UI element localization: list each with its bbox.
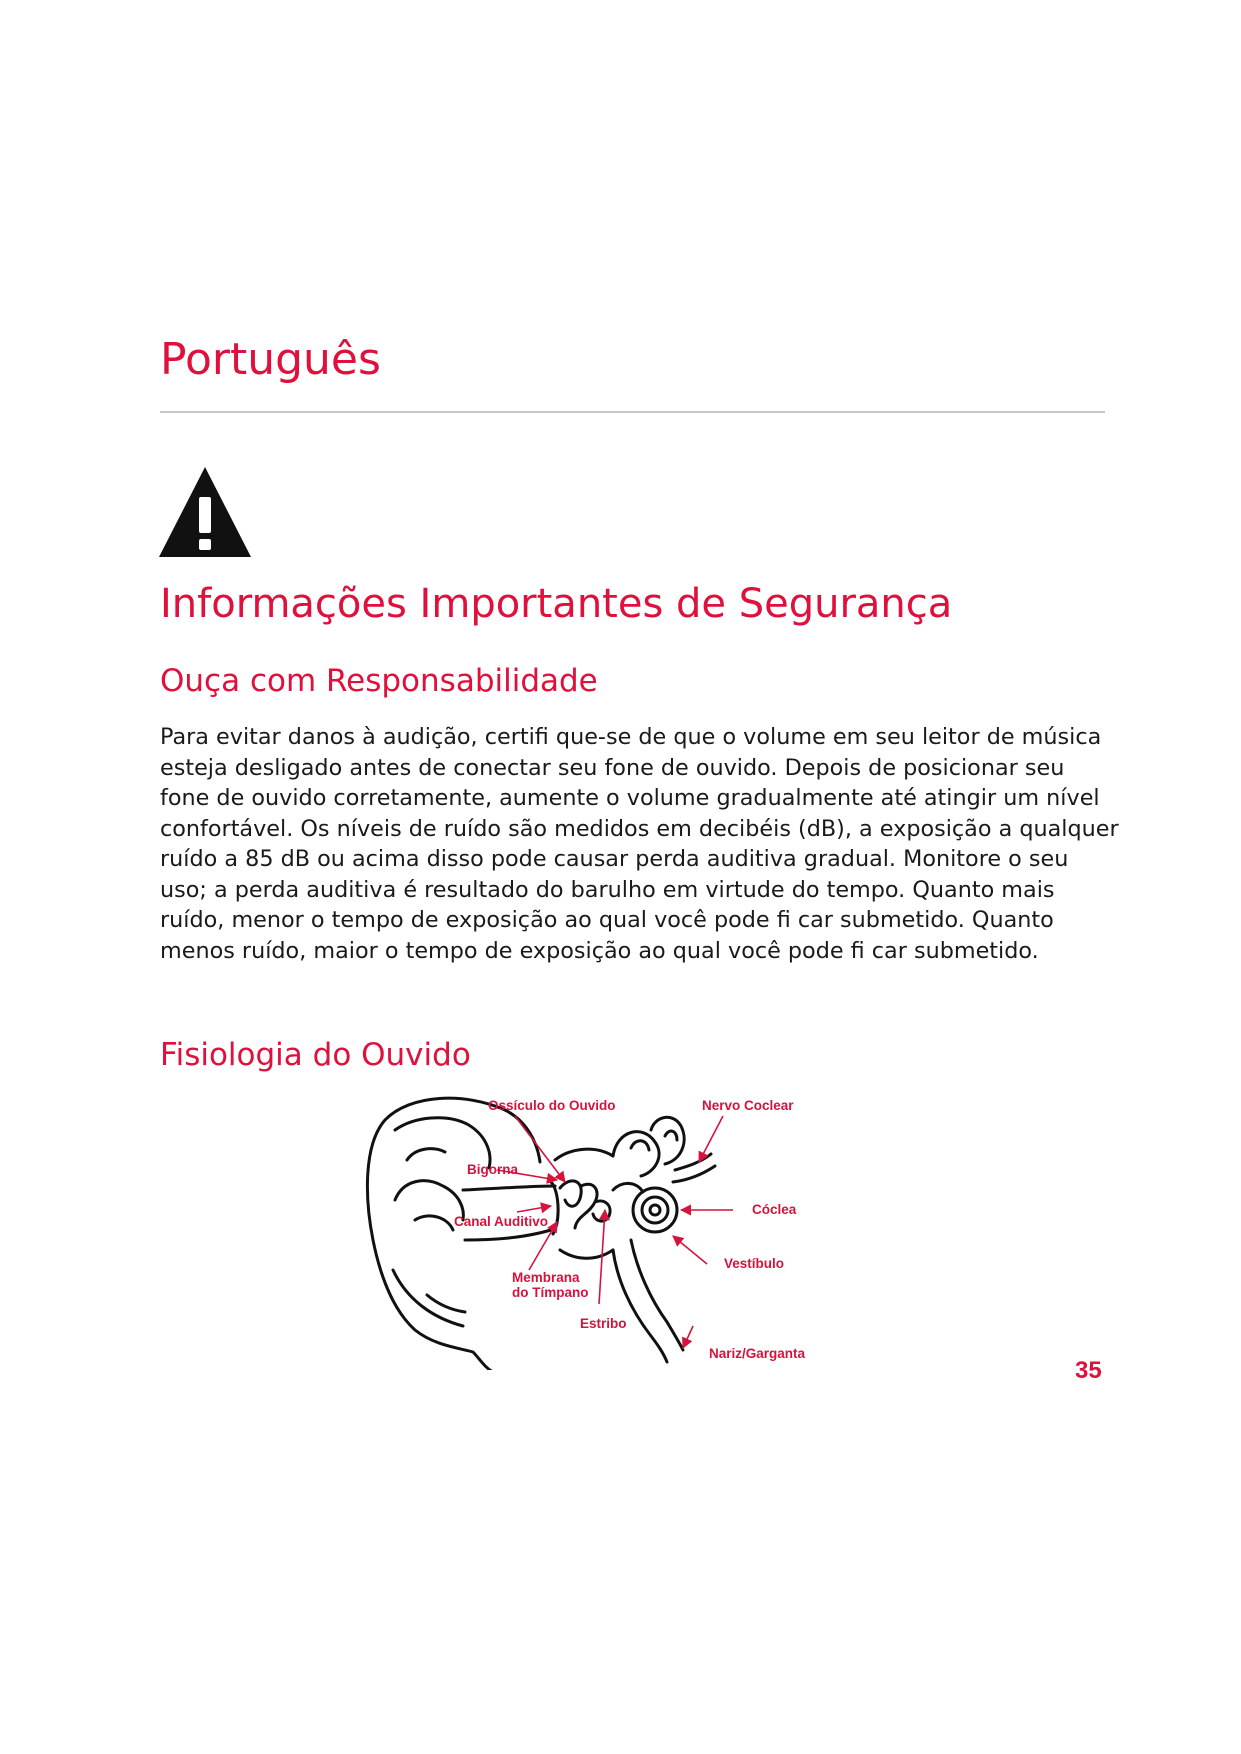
label-ossicle: Ossículo do Ouvido — [488, 1098, 616, 1113]
label-eardrum-line1: Membrana — [512, 1270, 580, 1285]
header-divider — [160, 411, 1105, 413]
listen-body: Para evitar danos à audição, certifi que-se de que o volume em seu leitor de música esteja desligado antes de conectar seu fone de ouvido. Depois de posicionar seu fone de ouvido corretamente, aumente o volume gradualmente até atingir um nível confortável. Os níveis de ruído são medidos em decibéis (dB), a exposição a qualquer ruído a 85 dB ou acima disso pode causar perda auditiva gradual. Monitore o seu uso; a perda auditiva é resultado do barulho em virtude do tempo. Quanto mais ruído, menor o tempo de exposição ao qual você pode fi car submetido. Quanto menos ruído, maior o tempo de exposição ao qual você pode fi car submetido. — [160, 724, 1119, 964]
page-number: 35 — [1075, 1357, 1102, 1384]
label-cochlear-nerve: Nervo Coclear — [702, 1098, 794, 1113]
listen-heading: Ouça com Responsabilidade — [160, 663, 598, 699]
label-incus: Bigorna — [467, 1162, 519, 1177]
label-eardrum-line2: do Tímpano — [512, 1285, 589, 1300]
label-vestibule: Vestíbulo — [724, 1256, 785, 1271]
label-ear-canal: Canal Auditivo — [454, 1214, 549, 1229]
language-title: Português — [160, 334, 381, 385]
section-title: Informações Importantes de Segurança — [160, 581, 953, 627]
physiology-heading: Fisiologia do Ouvido — [160, 1037, 471, 1073]
label-stapes: Estribo — [580, 1316, 627, 1331]
ear-anatomy-diagram — [355, 1090, 845, 1370]
label-cochlea: Cóclea — [752, 1202, 797, 1217]
warning-triangle-icon — [157, 465, 253, 561]
label-nose-throat: Nariz/Garganta — [709, 1346, 806, 1361]
